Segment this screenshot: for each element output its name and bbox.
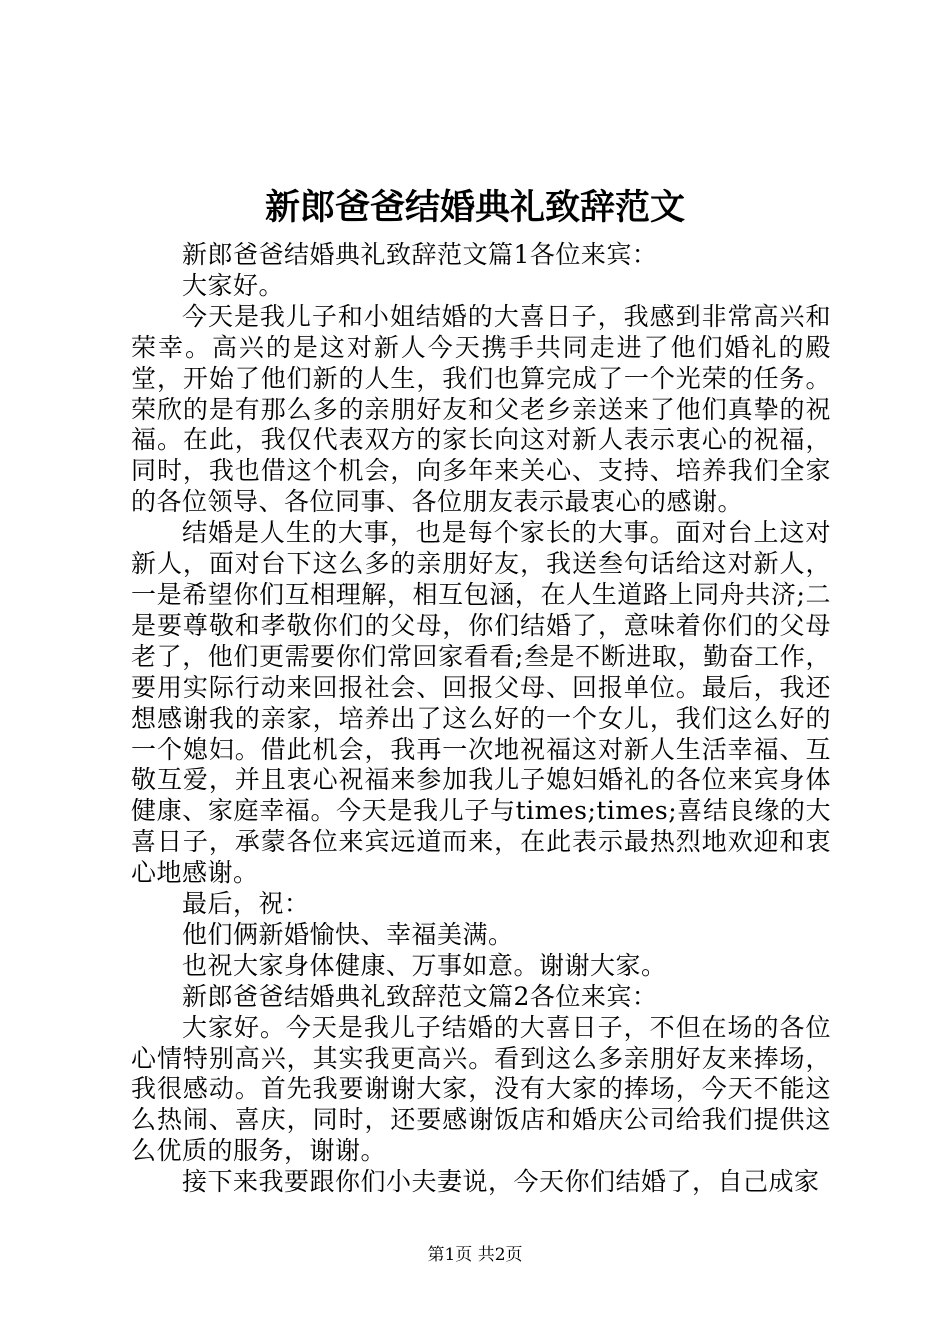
document-body xyxy=(131,240,831,1198)
paragraph-5: 最后，祝： xyxy=(182,889,310,919)
page-number-footer: 第1页 共2页 xyxy=(427,1245,523,1265)
document-title: 新郎爸爸结婚典礼致辞范文 xyxy=(264,187,685,228)
paragraph-3: 今天是我儿子和小姐结婚的大喜日子，我感到非常高兴和荣幸。高兴的是这对新人今天携手共同走进了他们婚礼的殿堂，开始了他们新的人生，我们也算完成了一个光荣的任务。荣欣的是有那么多的亲朋好友和父老乡亲送来了他们真挚的祝福。在此，我仅代表双方的家长向这对新人表示衷心的祝福，同时，我也借这个机会，向多年来关心、支持、培养我们全家的各位领导、各位同事、各位朋友表示最衷心的感谢。 xyxy=(131,301,831,517)
paragraph-4: 结婚是人生的大事，也是每个家长的大事。面对台上这对新人，面对台下这么多的亲朋好友，我送叁句话给这对新人，一是希望你们互相理解，相互包涵，在人生道路上同舟共济;二是要尊敬和孝敬你们的父母，你们结婚了，意味着你们的父母老了，他们更需要你们常回家看看;叁是不断进取，勤奋工作，要用实际行动来回报社会、回报父母、回报单位。最后，我还想感谢我的亲家，培养出了这么好的一个女儿，我们这么好的一个媳妇。借此机会，我再一次地祝福这对新人生活幸福、互敬互爱，并且衷心祝福来参加我儿子媳妇婚礼的各位来宾身体健康、家庭幸福。今天是我儿子与times;times;喜结良缘的大喜日子，承蒙各位来宾远道而来，在此表示最热烈地欢迎和衷心地感谢。 xyxy=(131,518,831,888)
paragraph-9: 大家好。今天是我儿子结婚的大喜日子，不但在场的各位心情特别高兴，其实我更高兴。看到这么多亲朋好友来捧场，我很感动。首先我要谢谢大家，没有大家的捧场，今天不能这么热闹、喜庆，同时，还要感谢饭店和婚庆公司给我们提供这么优质的服务，谢谢。 xyxy=(131,1012,831,1166)
paragraph-10: 接下来我要跟你们小夫妻说，今天你们结婚了，自己成家 xyxy=(182,1167,820,1197)
paragraph-2: 大家好。 xyxy=(182,270,285,300)
paragraph-6: 他们俩新婚愉快、幸福美满。 xyxy=(182,919,514,949)
paragraph-1: 新郎爸爸结婚典礼致辞范文篇1各位来宾： xyxy=(182,240,658,269)
paragraph-7: 也祝大家身体健康、万事如意。谢谢大家。 xyxy=(182,950,667,980)
paragraph-8: 新郎爸爸结婚典礼致辞范文篇2各位来宾： xyxy=(182,981,658,1011)
